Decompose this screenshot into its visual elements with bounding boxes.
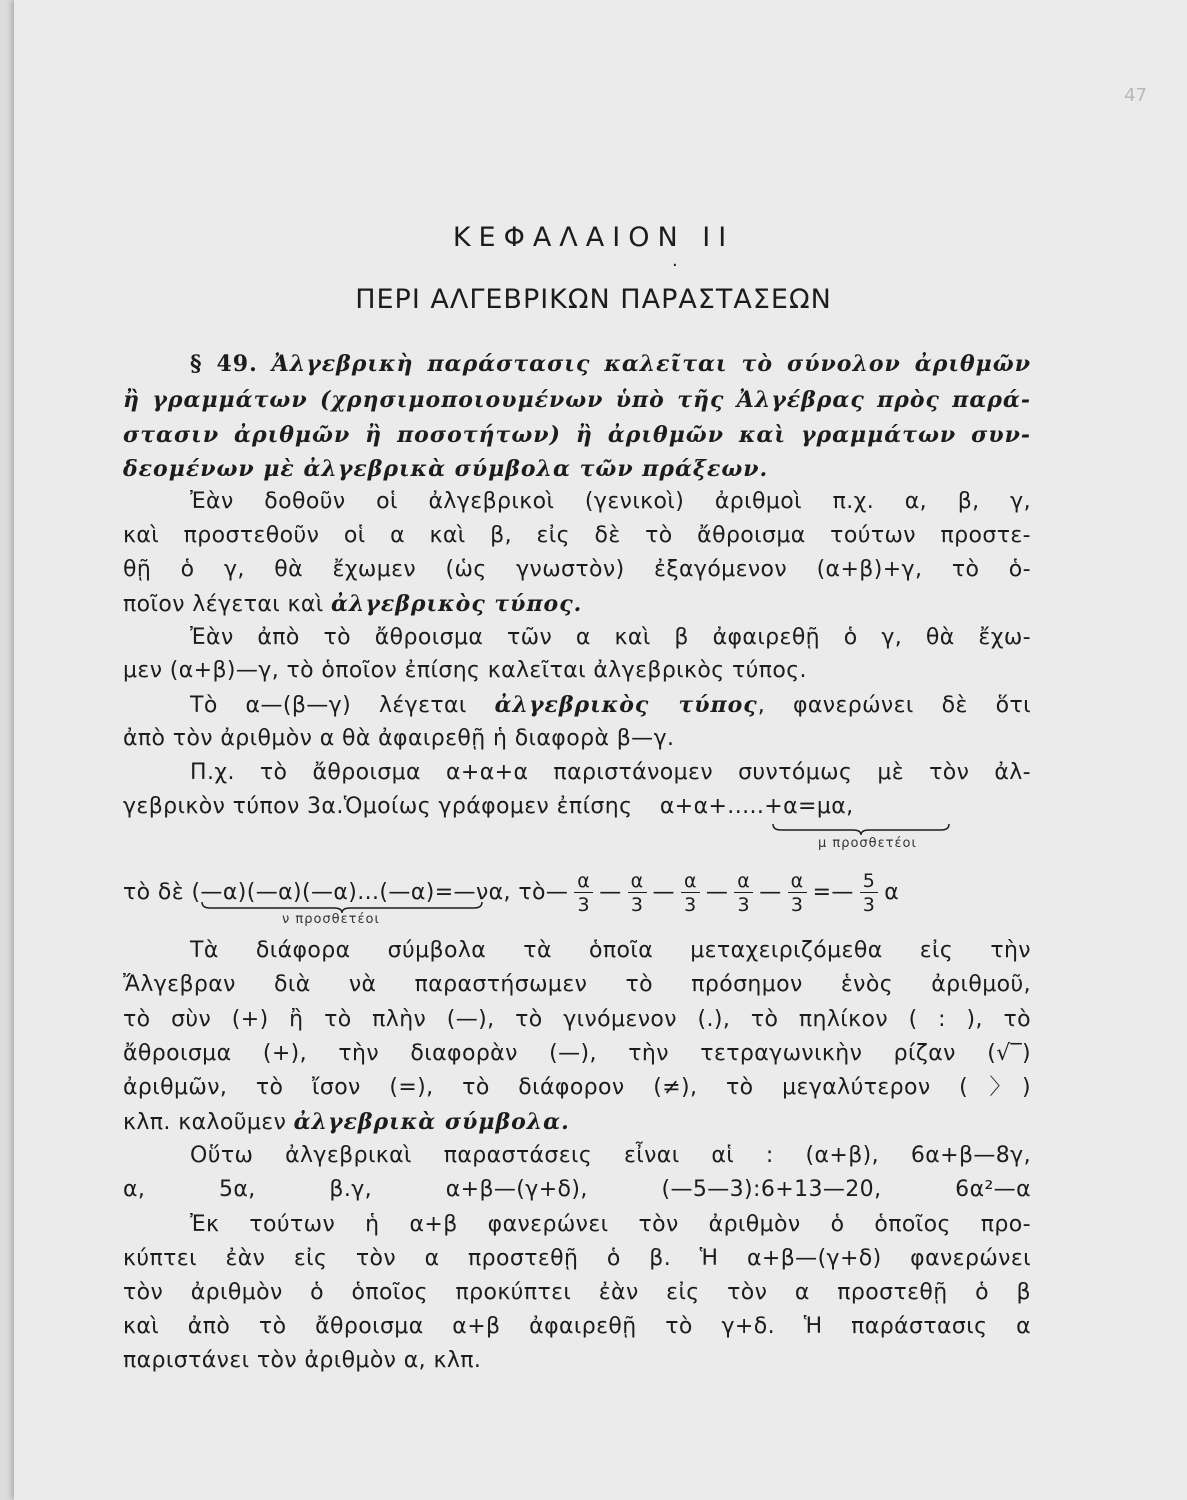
para5-line-3: τὸ σὺν (+) ἢ τὸ πλὴν (—), τὸ γινόμενον (.), τὸ πηλίκον ( : ), τὸ xyxy=(123,1007,1031,1032)
para3-line-2: ἀπὸ τὸν ἀριθμὸν α θὰ ἀφαιρεθῇ ἡ διαφορὰ β—γ. xyxy=(123,726,675,751)
section-heading: ΠΕΡΙ ΑΛΓΕΒΡΙΚΩΝ ΠΑΡΑΣΤΑΣΕΩΝ xyxy=(355,284,832,315)
para7-line-1: Ἐκ τούτων ἡ α+β φανερώνει τὸν ἀριθμὸν ὁ ὁποῖος προ- xyxy=(190,1212,1031,1237)
para5-line-1: Τὰ διάφορα σύμβολα τὰ ὁποῖα μεταχειριζόμεθα εἰς τὴν xyxy=(190,938,1031,963)
para7-line-2: κύπτει ἐὰν εἰς τὸν α προστεθῇ ὁ β. Ἡ α+β—(γ+δ) φανερώνει xyxy=(123,1246,1031,1271)
para1-line-2: καὶ προστεθοῦν οἱ α καὶ β, εἰς δὲ τὸ ἄθροισμα τούτων προστε- xyxy=(123,523,1031,548)
para5-line-6: κλπ. καλοῦμεν ἀλγεβρικὰ σύμβολα. xyxy=(123,1109,570,1135)
fraction-4: $\frac{\alpha}{3}$ xyxy=(734,870,753,916)
brace-label-1: μ προσθετέοι xyxy=(818,836,917,851)
para6-line-2: α, 5α, β.γ, α+β—(γ+δ), (—5—3):6+13—20, 6α²—α xyxy=(123,1177,1031,1202)
para2-line-1: Ἐὰν ἀπὸ τὸ ἄθροισμα τῶν α καὶ β ἀφαιρεθῇ ὁ γ, θὰ ἔχω- xyxy=(190,625,1031,650)
term-algebraic-formula: ἀλγεβρικὸς τύπος. xyxy=(331,591,583,617)
chapter-title: ΚΕΦΑΛΑΙΟΝ ΙΙ xyxy=(452,222,735,253)
para4-line-2: γεβρικὸν τύπον 3α.Ὁμοίως γράφομεν ἐπίσης α+α+.....+α=μα, xyxy=(123,794,854,819)
para7-line-5: παριστάνει τὸν ἀριθμὸν α, κλπ. xyxy=(123,1348,482,1373)
para5-line-5: ἀριθμῶν, τὸ ἴσον (=), τὸ διάφορον (≠), τὸ μεγαλύτερον (〉) xyxy=(123,1075,1031,1100)
product-expression: (—α)(—α)(—α)...(—α) xyxy=(191,880,435,905)
fraction-3: $\frac{\alpha}{3}$ xyxy=(681,870,700,916)
para5-line-2: Ἄλγεβραν διὰ νὰ παραστήσωμεν τὸ πρόσημον ἑνὸς ἀριθμοῦ, xyxy=(123,972,1031,997)
para2-line-2: μεν (α+β)—γ, τὸ ὁποῖον ἐπίσης καλεῖται ἀλγεβρικὸς τύπος. xyxy=(123,658,807,683)
underbrace-1 xyxy=(771,822,951,836)
fraction-1: $\frac{\alpha}{3}$ xyxy=(574,870,593,916)
para7-line-3: τὸν ἀριθμὸν ὁ ὁποῖος προκύπτει ἐὰν εἰς τὸν α προστεθῇ ὁ β xyxy=(123,1280,1031,1305)
para5-line-4: ἄθροισμα (+), τὴν διαφορὰν (—), τὴν τετραγωνικὴν ρίζαν (√‾) xyxy=(123,1041,1031,1066)
para1-line-3: θῇ ὁ γ, θὰ ἔχωμεν (ὡς γνωστὸν) ἐξαγόμενον (α+β)+γ, τὸ ὁ- xyxy=(123,557,1031,582)
para6-line-1: Οὕτω ἀλγεβρικαὶ παραστάσεις εἶναι αἱ : (α+β), 6α+β—8γ, xyxy=(190,1143,1031,1168)
sum-expression: α+α+.....+α xyxy=(659,794,799,819)
brace-label-2: ν προσθετέοι xyxy=(282,912,380,927)
para3-line-1: Τὸ α—(β—γ) λέγεται ἀλγεβρικὸς τύπος, φανερώνει δὲ ὅτι xyxy=(190,692,1031,718)
fraction-2: $\frac{\alpha}{3}$ xyxy=(628,870,647,916)
definition-line-4: δεομένων μὲ ἀλγεβρικὰ σύμβολα τῶν πράξεων. xyxy=(123,456,769,482)
para7-line-4: καὶ ἀπὸ τὸ ἄθροισμα α+β ἀφαιρεθῇ τὸ γ+δ. Ἡ παράστασις α xyxy=(123,1314,1031,1339)
chapter-dot: . xyxy=(672,250,678,271)
page-number: 47 xyxy=(1124,85,1147,106)
term-algebraic-formula-2: ἀλγεβρικὸς τύπος xyxy=(494,692,758,718)
fraction-5: $\frac{\alpha}{3}$ xyxy=(788,870,807,916)
definition-line-1: § 49. Ἀλγεβρικὴ παράστασις καλεῖται τὸ σύνολον ἀριθμῶν xyxy=(190,351,1031,377)
para4-line-3: τὸ δὲ (—α)(—α)(—α)...(—α)=—να, τὸ— $\frac{\alpha}{3}$ — $\frac{\alpha}{3}$ — $\frac{\alpha}{3}$ — $\frac{\alpha}{3}$ — $\frac{\alpha}{3}$ =— $\frac{5}{3}$ α xyxy=(123,870,900,916)
term-algebraic-symbols: ἀλγεβρικὰ σύμβολα. xyxy=(293,1109,570,1135)
section-number: § 49. xyxy=(190,351,258,377)
fraction-result: $\frac{5}{3}$ xyxy=(860,870,879,916)
para4-line-1: Π.χ. τὸ ἄθροισμα α+α+α παριστάνομεν συντόμως μὲ τὸν ἀλ- xyxy=(190,760,1031,785)
definition-line-2: ἢ γραμμάτων (χρησιμοποιουμένων ὑπὸ τῆς Ἀλγέβρας πρὸς παρά- xyxy=(123,387,1031,413)
definition-line-3: στασιν ἀριθμῶν ἢ ποσοτήτων) ἢ ἀριθμῶν καὶ γραμμάτων συν- xyxy=(123,422,1031,448)
para1-line-1: Ἐὰν δοθοῦν οἱ ἀλγεβρικοὶ (γενικοὶ) ἀριθμοὶ π.χ. α, β, γ, xyxy=(190,489,1031,514)
para1-line-4: ποῖον λέγεται καὶ ἀλγεβρικὸς τύπος. xyxy=(123,591,583,617)
